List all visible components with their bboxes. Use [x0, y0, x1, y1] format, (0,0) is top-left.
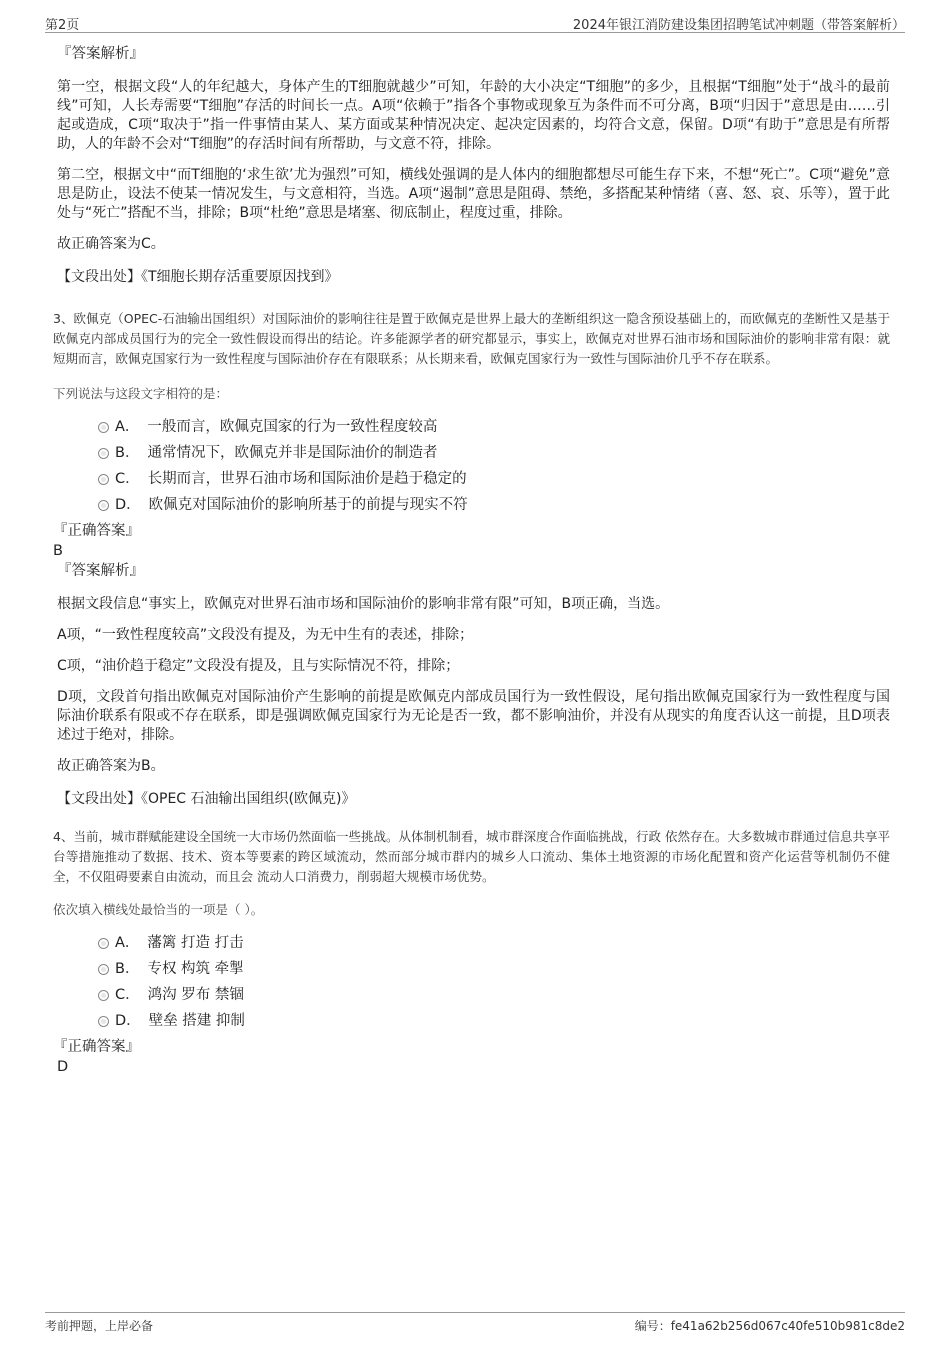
radio-icon[interactable] — [98, 964, 109, 975]
q3-answer: B — [53, 543, 63, 559]
radio-icon[interactable] — [98, 500, 109, 511]
q3-conclusion: 故正确答案为B。 — [57, 758, 165, 774]
q4-options — [57, 933, 890, 1037]
q3-analysis-1: 根据文段信息“事实上，欧佩克对世界石油市场和国际油价的影响非常有限”可知，B项正确，当选。 — [57, 596, 670, 612]
q4-option-a[interactable]: A． 藩篱 打造 打击 — [57, 933, 890, 959]
q3-option-d[interactable]: D． 欧佩克对国际油价的影响所基于的前提与现实不符 — [57, 495, 890, 521]
q2-analysis-label: 『答案解析』 — [57, 46, 144, 62]
page-number: 第2页 — [45, 18, 80, 33]
q4-answer: D — [57, 1059, 69, 1075]
q2-analysis-p2: 第二空，根据文中“而T细胞的‘求生欲’尤为强烈”可知，横线处强调的是人体内的细胞都想尽可能生存下来，不想“死亡”。C项“避免”意思是防止，设法不使某一情况发生，与文意相符，当选。A项“遏制”意思是阻碍、禁绝，多搭配某种情绪（喜、怒、哀、乐等），置于此处与“死亡”搭配不当，排除；B项“杜绝”意思是堵塞、彻底制止，程度过重，排除。 — [57, 167, 890, 221]
q2-conclusion: 故正确答案为C。 — [57, 236, 165, 252]
footer-slogan: 考前押题，上岸必备 — [45, 1319, 154, 1333]
page-content — [53, 44, 890, 1077]
q3-option-c[interactable]: C． 长期而言，世界石油市场和国际油价是趋于稳定的 — [57, 469, 890, 495]
q4-question: 依次填入横线处最恰当的一项是（ ）。 — [53, 902, 264, 917]
radio-icon[interactable] — [98, 422, 109, 433]
q3-analysis-2: A项，“一致性程度较高”文段没有提及，为无中生有的表述，排除； — [57, 627, 474, 643]
radio-icon[interactable] — [98, 474, 109, 485]
q2-analysis-p1: 第一空，根据文段“人的年纪越大，身体产生的T细胞就越少”可知，年龄的大小决定“T细胞”的多少，且根据“T细胞”处于“战斗的最前线”可知，人长寿需要“T细胞”存活的时间长一点。A项“依赖于”指各个事物或现象互为条件而不可分离，B项“归因于”意思是由……引起或造成，C项“取决于”指一件事情由某人、某方面或某种情况决定、起决定因素的，均符合文意，保留。D项“有助于”意思是有所帮助，人的年龄不会对“T细胞”的存活时间有所帮助，与文意不符，排除。 — [57, 79, 890, 152]
radio-icon[interactable] — [98, 448, 109, 459]
q3-options — [57, 417, 890, 521]
q3-analysis-4: D项，文段首句指出欧佩克对国际油价产生影响的前提是欧佩克内部成员国行为一致性假设，尾句指出欧佩克国家行为一致性程度与国际油价联系有限或不存在联系，即是强调欧佩克国家行为无论是否一致，都不影响油价，并没有从现实的角度否认这一前提，且D项表述过于绝对，排除。 — [57, 689, 890, 743]
q3-option-a[interactable]: A． 一般而言，欧佩克国家的行为一致性程度较高 — [57, 417, 890, 443]
q4-stem: 4、当前，城市群赋能建设全国统一大市场仍然面临一些挑战。从体制机制看，城市群深度合作面临挑战，行政 依然存在。大多数城市群通过信息共享平台等措施推动了数据、技术、资本等要素的跨区域流动，然而部分城市群内的城乡人口流动、集体土地资源的市场化配置和资产化运营等机制仍不健全，不仅阻碍要素自由流动，而且会 流动人口消费力，削弱超大规模市场优势。 — [53, 829, 890, 884]
page-header — [45, 12, 905, 33]
q3-option-b[interactable]: B． 通常情况下，欧佩克并非是国际油价的制造者 — [57, 443, 890, 469]
radio-icon[interactable] — [98, 938, 109, 949]
radio-icon[interactable] — [98, 1016, 109, 1027]
q3-analysis-3: C项，“油价趋于稳定”文段没有提及，且与实际情况不符，排除； — [57, 658, 460, 674]
q2-source: 【文段出处】《T细胞长期存活重要原因找到》 — [57, 269, 339, 285]
q4-option-c[interactable]: C． 鸿沟 罗布 禁锢 — [57, 985, 890, 1011]
radio-icon[interactable] — [98, 990, 109, 1001]
document-title: 2024年银江消防建设集团招聘笔试冲刺题（带答案解析） — [572, 18, 905, 33]
q3-source: 【文段出处】《OPEC 石油输出国组织(欧佩克)》 — [57, 791, 356, 807]
document-id: 编号：fe41a62b256d067c40fe510b981c8de2 — [634, 1319, 905, 1333]
q4-option-d[interactable]: D． 壁垒 搭建 抑制 — [57, 1011, 890, 1037]
q3-analysis-label: 『答案解析』 — [57, 563, 144, 579]
page-footer — [45, 1312, 905, 1337]
q3-answer-label: 『正确答案』 — [53, 523, 140, 539]
q4-answer-label: 『正确答案』 — [53, 1039, 140, 1055]
q3-question: 下列说法与这段文字相符的是： — [53, 386, 229, 401]
q4-option-b[interactable]: B． 专权 构筑 牵掣 — [57, 959, 890, 985]
q3-stem: 3、欧佩克（OPEC-石油输出国组织）对国际油价的影响往往是置于欧佩克是世界上最大的垄断组织这一隐含预设基础上的，而欧佩克的垄断性又是基于欧佩克内部成员国行为的完全一致性假设而得出的结论。许多能源学者的研究都显示，事实上，欧佩克对世界石油市场和国际油价的影响非常有限：就短期而言，欧佩克国家行为一致性程度与国际油价存在有限联系；从长期来看，欧佩克国家行为一致性与国际油价几乎不存在联系。 — [53, 311, 890, 366]
